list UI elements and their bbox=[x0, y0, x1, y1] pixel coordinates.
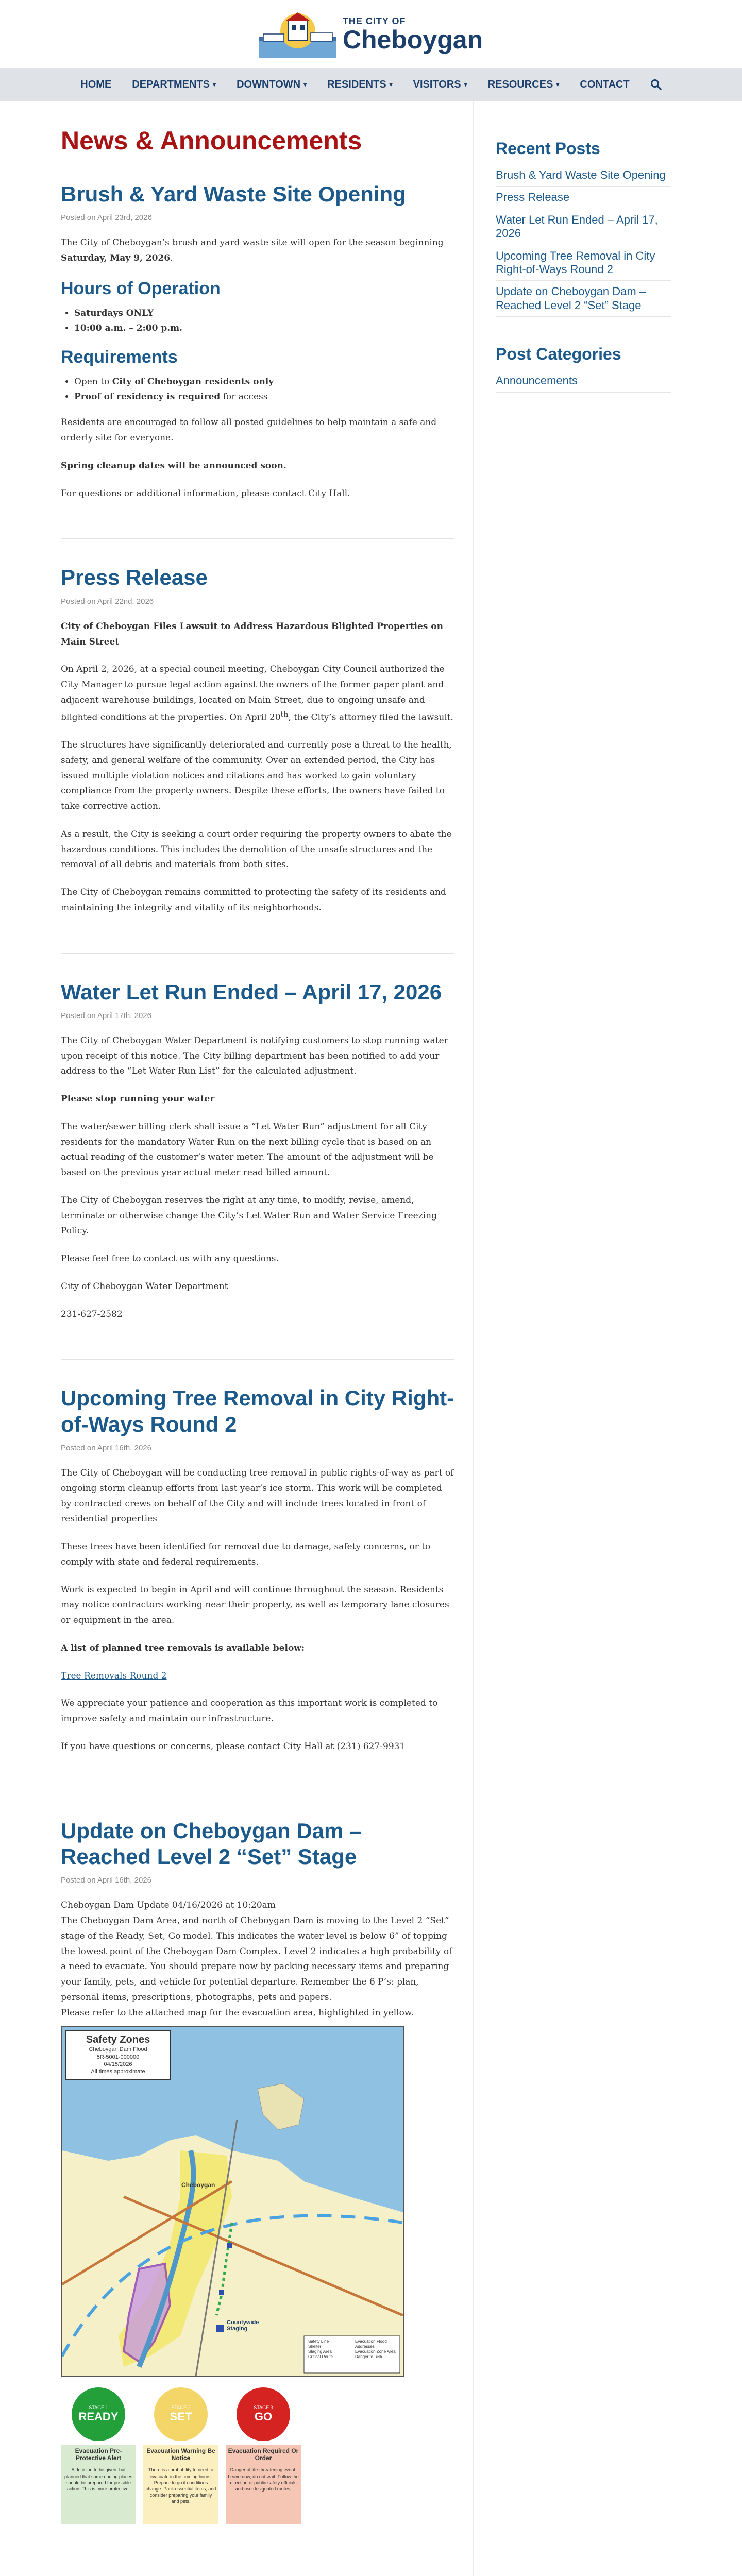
evacuation-map[interactable] bbox=[61, 2026, 404, 2377]
post-title[interactable]: Update on Cheboygan Dam – Reached Level 2 “Set” Stage bbox=[61, 1818, 362, 1869]
nav-downtown[interactable]: DOWNTOWN ▾ bbox=[237, 78, 307, 90]
post-water-let-run bbox=[61, 979, 454, 1360]
recent-post-link[interactable]: Press Release bbox=[496, 187, 671, 209]
post-categories-widget bbox=[496, 345, 671, 392]
post-paragraph: Cheboygan Dam Update 04/16/2026 at 10:20am bbox=[61, 1900, 276, 1911]
post-paragraph bbox=[61, 1669, 454, 1684]
map-title: Safety Zones bbox=[86, 2034, 150, 2046]
post-brush-yard-waste bbox=[61, 181, 454, 539]
site-logo[interactable] bbox=[259, 10, 483, 58]
post-tree-removal bbox=[61, 1385, 454, 1792]
chevron-down-icon: ▾ bbox=[556, 81, 560, 88]
post-date: Posted on April 16th, 2026 bbox=[61, 1444, 151, 1453]
map-subtitle: 5R-5001-000000 bbox=[96, 2054, 140, 2060]
map-staging-label: Countywide Staging bbox=[227, 2319, 259, 2332]
section-heading: Hours of Operation bbox=[61, 278, 221, 298]
post-paragraph: If you have questions or concerns, please contact City Hall at (231) 627-9931 bbox=[61, 1741, 406, 1752]
list-item: • Saturdays ONLY bbox=[74, 306, 454, 321]
zone-text: There is a probability to need to evacuate in the coming hours. Prepare to go if conditions change. Pack essential items, and consider preparing your family and pets. bbox=[143, 2464, 218, 2524]
post-paragraph: The City of Cheboygan’s brush and yard waste site will open for the season beginning Saturday, May 9, 2026. bbox=[61, 238, 444, 264]
map-legend: Safety Line Shelter Staging Area Critical Route Evacuation Flood Addresses Evacuation Zone Area Danger to Risk bbox=[308, 2339, 396, 2360]
ready-circle: STAGE 1 READY bbox=[72, 2387, 125, 2441]
recent-posts-widget bbox=[496, 139, 671, 317]
recent-post-link[interactable]: Update on Cheboygan Dam – Reached Level 2 “Set” Stage bbox=[496, 281, 671, 317]
post-paragraph: The City of Cheboygan Water Department is notifying customers to stop running water upon receipt of this notice. The City billing department has been notified to add your address to the “Let Water Run List” for the calculated adjustment. bbox=[61, 1035, 448, 1077]
list-item: • 10:00 a.m. – 2:00 p.m. bbox=[74, 321, 454, 336]
list-item: • Proof of residency is required for access bbox=[74, 389, 454, 404]
post-paragraph: City of Cheboygan Water Department bbox=[61, 1281, 228, 1292]
logo-name: Cheboygan bbox=[342, 25, 483, 54]
zone-heading: Evacuation Warning Be Notice bbox=[143, 2445, 218, 2464]
chevron-down-icon: ▾ bbox=[389, 81, 393, 88]
zone-heading: Evacuation Pre-Protective Alert bbox=[61, 2445, 136, 2464]
zone-set bbox=[143, 2387, 218, 2524]
search-icon[interactable] bbox=[650, 79, 662, 90]
chevron-down-icon: ▾ bbox=[464, 81, 467, 88]
post-title[interactable]: Upcoming Tree Removal in City Right-of-Ways Round 2 bbox=[61, 1386, 454, 1436]
zone-ready bbox=[61, 2387, 136, 2524]
post-paragraph: The City of Cheboygan remains committed to protecting the safety of its residents and maintaining the integrity and vitality of its neighborhoods. bbox=[61, 887, 446, 913]
map-town-label: Cheboygan bbox=[181, 2181, 215, 2189]
main-nav bbox=[0, 68, 742, 101]
main-content bbox=[61, 126, 454, 2576]
post-paragraph: The Cheboygan Dam Area, and north of Cheboygan Dam is moving to the Level 2 “Set” stage of the Ready, Set, Go model. This indicates the water level is below 6” of topping the lowest point of the Cheboygan Dam Complex. Level 2 indicates a high probability of a need to evacuate. You should prepare now by packing necessary items and preparing your family, pets, and vehicle for potential departure. Remember the 6 P’s: plan, personal items, prescriptions, photographs, pets and papers. bbox=[61, 1916, 452, 2003]
zone-heading: Evacuation Required Or Order bbox=[226, 2445, 301, 2464]
hours-list bbox=[74, 306, 454, 336]
post-paragraph: Please feel free to contact us with any questions. bbox=[61, 1253, 279, 1264]
post-paragraph: As a result, the City is seeking a court order requiring the property owners to abate the hazardous conditions. This includes the demolition of the unsafe structures and the removal of all debris and materials from both sites. bbox=[61, 828, 452, 870]
logo-tagline: THE CITY OF bbox=[342, 15, 406, 26]
post-paragraph: Please refer to the attached map for the evacuation area, highlighted in yellow. bbox=[61, 2007, 414, 2018]
post-paragraph: Spring cleanup dates will be announced soon. bbox=[61, 460, 286, 471]
safety-zones-box bbox=[65, 2030, 171, 2079]
nav-visitors[interactable]: VISITORS ▾ bbox=[413, 78, 467, 90]
requirements-list bbox=[74, 375, 454, 404]
tree-removals-link[interactable]: Tree Removals Round 2 bbox=[61, 1670, 167, 1681]
post-paragraph: A list of planned tree removals is available below: bbox=[61, 1642, 305, 1653]
nav-resources[interactable]: RESOURCES ▾ bbox=[487, 78, 560, 90]
nav-home[interactable]: HOME bbox=[80, 78, 112, 90]
post-categories-heading: Post Categories bbox=[496, 345, 621, 364]
post-paragraph: The water/sewer billing clerk shall issue a “Let Water Run” adjustment for all City residents for the mandatory Water Run on the next billing cycle that is based on an actual reading of the customer’s water meter. The amount of the adjustment will be based on the previous year actual meter read billed amount. bbox=[61, 1121, 434, 1178]
post-lead: City of Cheboygan Files Lawsuit to Address Hazardous Blighted Properties on Main Street bbox=[61, 621, 443, 647]
nav-contact[interactable]: CONTACT bbox=[580, 78, 630, 90]
ready-set-go-zones bbox=[61, 2387, 404, 2524]
set-circle: STAGE 2 SET bbox=[154, 2387, 208, 2441]
post-date: Posted on April 22nd, 2026 bbox=[61, 597, 154, 606]
post-paragraph: The structures have significantly deteriorated and currently pose a threat to the health, safety, and general welfare of the community. Over an extended period, the City has issued multiple violation notices and citations and has worked to gain voluntary compliance from the property owners. Despite these efforts, the owners have failed to take corrective action. bbox=[61, 740, 452, 811]
post-paragraph: These trees have been identified for removal due to damage, safety concerns, or to comply with state and federal requirements. bbox=[61, 1541, 431, 1567]
post-phone: 231-627-2582 bbox=[61, 1309, 123, 1319]
recent-post-link[interactable]: Water Let Run Ended – April 17, 2026 bbox=[496, 209, 671, 245]
post-title[interactable]: Press Release bbox=[61, 565, 208, 590]
map-subtitle: All times approximate bbox=[91, 2069, 145, 2075]
zone-go bbox=[226, 2387, 301, 2524]
recent-post-link[interactable]: Upcoming Tree Removal in City Right-of-Ways Round 2 bbox=[496, 245, 671, 281]
post-paragraph: Please stop running your water bbox=[61, 1094, 215, 1105]
zone-text: A decision to be given, but planned that some ending places should be prepared for possible action. This is more protective. bbox=[61, 2464, 136, 2524]
sidebar-divider bbox=[473, 101, 474, 2576]
post-paragraph: On April 2, 2026, at a special council meeting, Cheboygan City Council authorized the City Manager to pursue legal action against the owners of the former paper plant and adjacent warehouse buildings, located on Main Street, due to ongoing unsafe and blighted conditions at the properties. On April 20th, the City’s attorney filed the lawsuit. bbox=[61, 664, 453, 723]
recent-posts-heading: Recent Posts bbox=[496, 139, 600, 158]
post-title[interactable]: Water Let Run Ended – April 17, 2026 bbox=[61, 979, 442, 1004]
section-heading: Requirements bbox=[61, 347, 178, 367]
chevron-down-icon: ▾ bbox=[303, 81, 307, 88]
post-paragraph: The City of Cheboygan reserves the right at any time, to modify, revise, amend, terminate or otherwise change the City’s Let Water Run and Water Service Freezing Policy. bbox=[61, 1195, 437, 1236]
post-paragraph: For questions or additional information, please contact City Hall. bbox=[61, 488, 350, 499]
recent-post-link[interactable]: Brush & Yard Waste Site Opening bbox=[496, 164, 671, 187]
list-item: • Open to City of Cheboygan residents only bbox=[74, 375, 454, 389]
nav-departments[interactable]: DEPARTMENTS ▾ bbox=[132, 78, 216, 90]
evacuation-map-figure[interactable] bbox=[61, 2026, 404, 2524]
post-dam-update bbox=[61, 1818, 454, 2561]
category-link[interactable]: Announcements bbox=[496, 370, 671, 392]
post-title[interactable]: Brush & Yard Waste Site Opening bbox=[61, 182, 406, 206]
chevron-down-icon: ▾ bbox=[213, 81, 216, 88]
sidebar bbox=[496, 139, 671, 420]
post-paragraph: Residents are encouraged to follow all posted guidelines to help maintain a safe and orderly site for everyone. bbox=[61, 417, 437, 444]
go-circle: STAGE 3 GO bbox=[237, 2387, 290, 2441]
post-press-release bbox=[61, 565, 454, 953]
map-subtitle: 04/15/2026 bbox=[104, 2061, 132, 2068]
post-date: Posted on April 16th, 2026 bbox=[61, 1876, 151, 1885]
site-header bbox=[0, 0, 742, 68]
post-paragraph: The City of Cheboygan will be conducting tree removal in public rights-of-way as part of ongoing storm cleanup efforts from last year’s ice storm. This work will be completed by contracted crews on behalf of the City and will include trees located in front of residential properties bbox=[61, 1468, 454, 1524]
nav-residents[interactable]: RESIDENTS ▾ bbox=[327, 78, 393, 90]
post-date: Posted on April 17th, 2026 bbox=[61, 1011, 151, 1020]
map-subtitle: Cheboygan Dam Flood bbox=[89, 2046, 147, 2053]
post-paragraph: Work is expected to begin in April and will continue throughout the season. Residents may notice contractors working near their property, as well as temporary lane closures or equipment in the area. bbox=[61, 1584, 449, 1626]
post-paragraph: We appreciate your patience and cooperation as this important work is completed to improve safety and maintain our infrastructure. bbox=[61, 1698, 438, 1724]
page-title: News & Announcements bbox=[61, 126, 362, 155]
zone-text: Danger of life-threatening event. Leave now, do not wait. Follow the direction of public safety officials and use designated routes. bbox=[226, 2464, 301, 2524]
post-date: Posted on April 23rd, 2026 bbox=[61, 213, 152, 223]
lighthouse-logo-icon bbox=[259, 10, 336, 58]
